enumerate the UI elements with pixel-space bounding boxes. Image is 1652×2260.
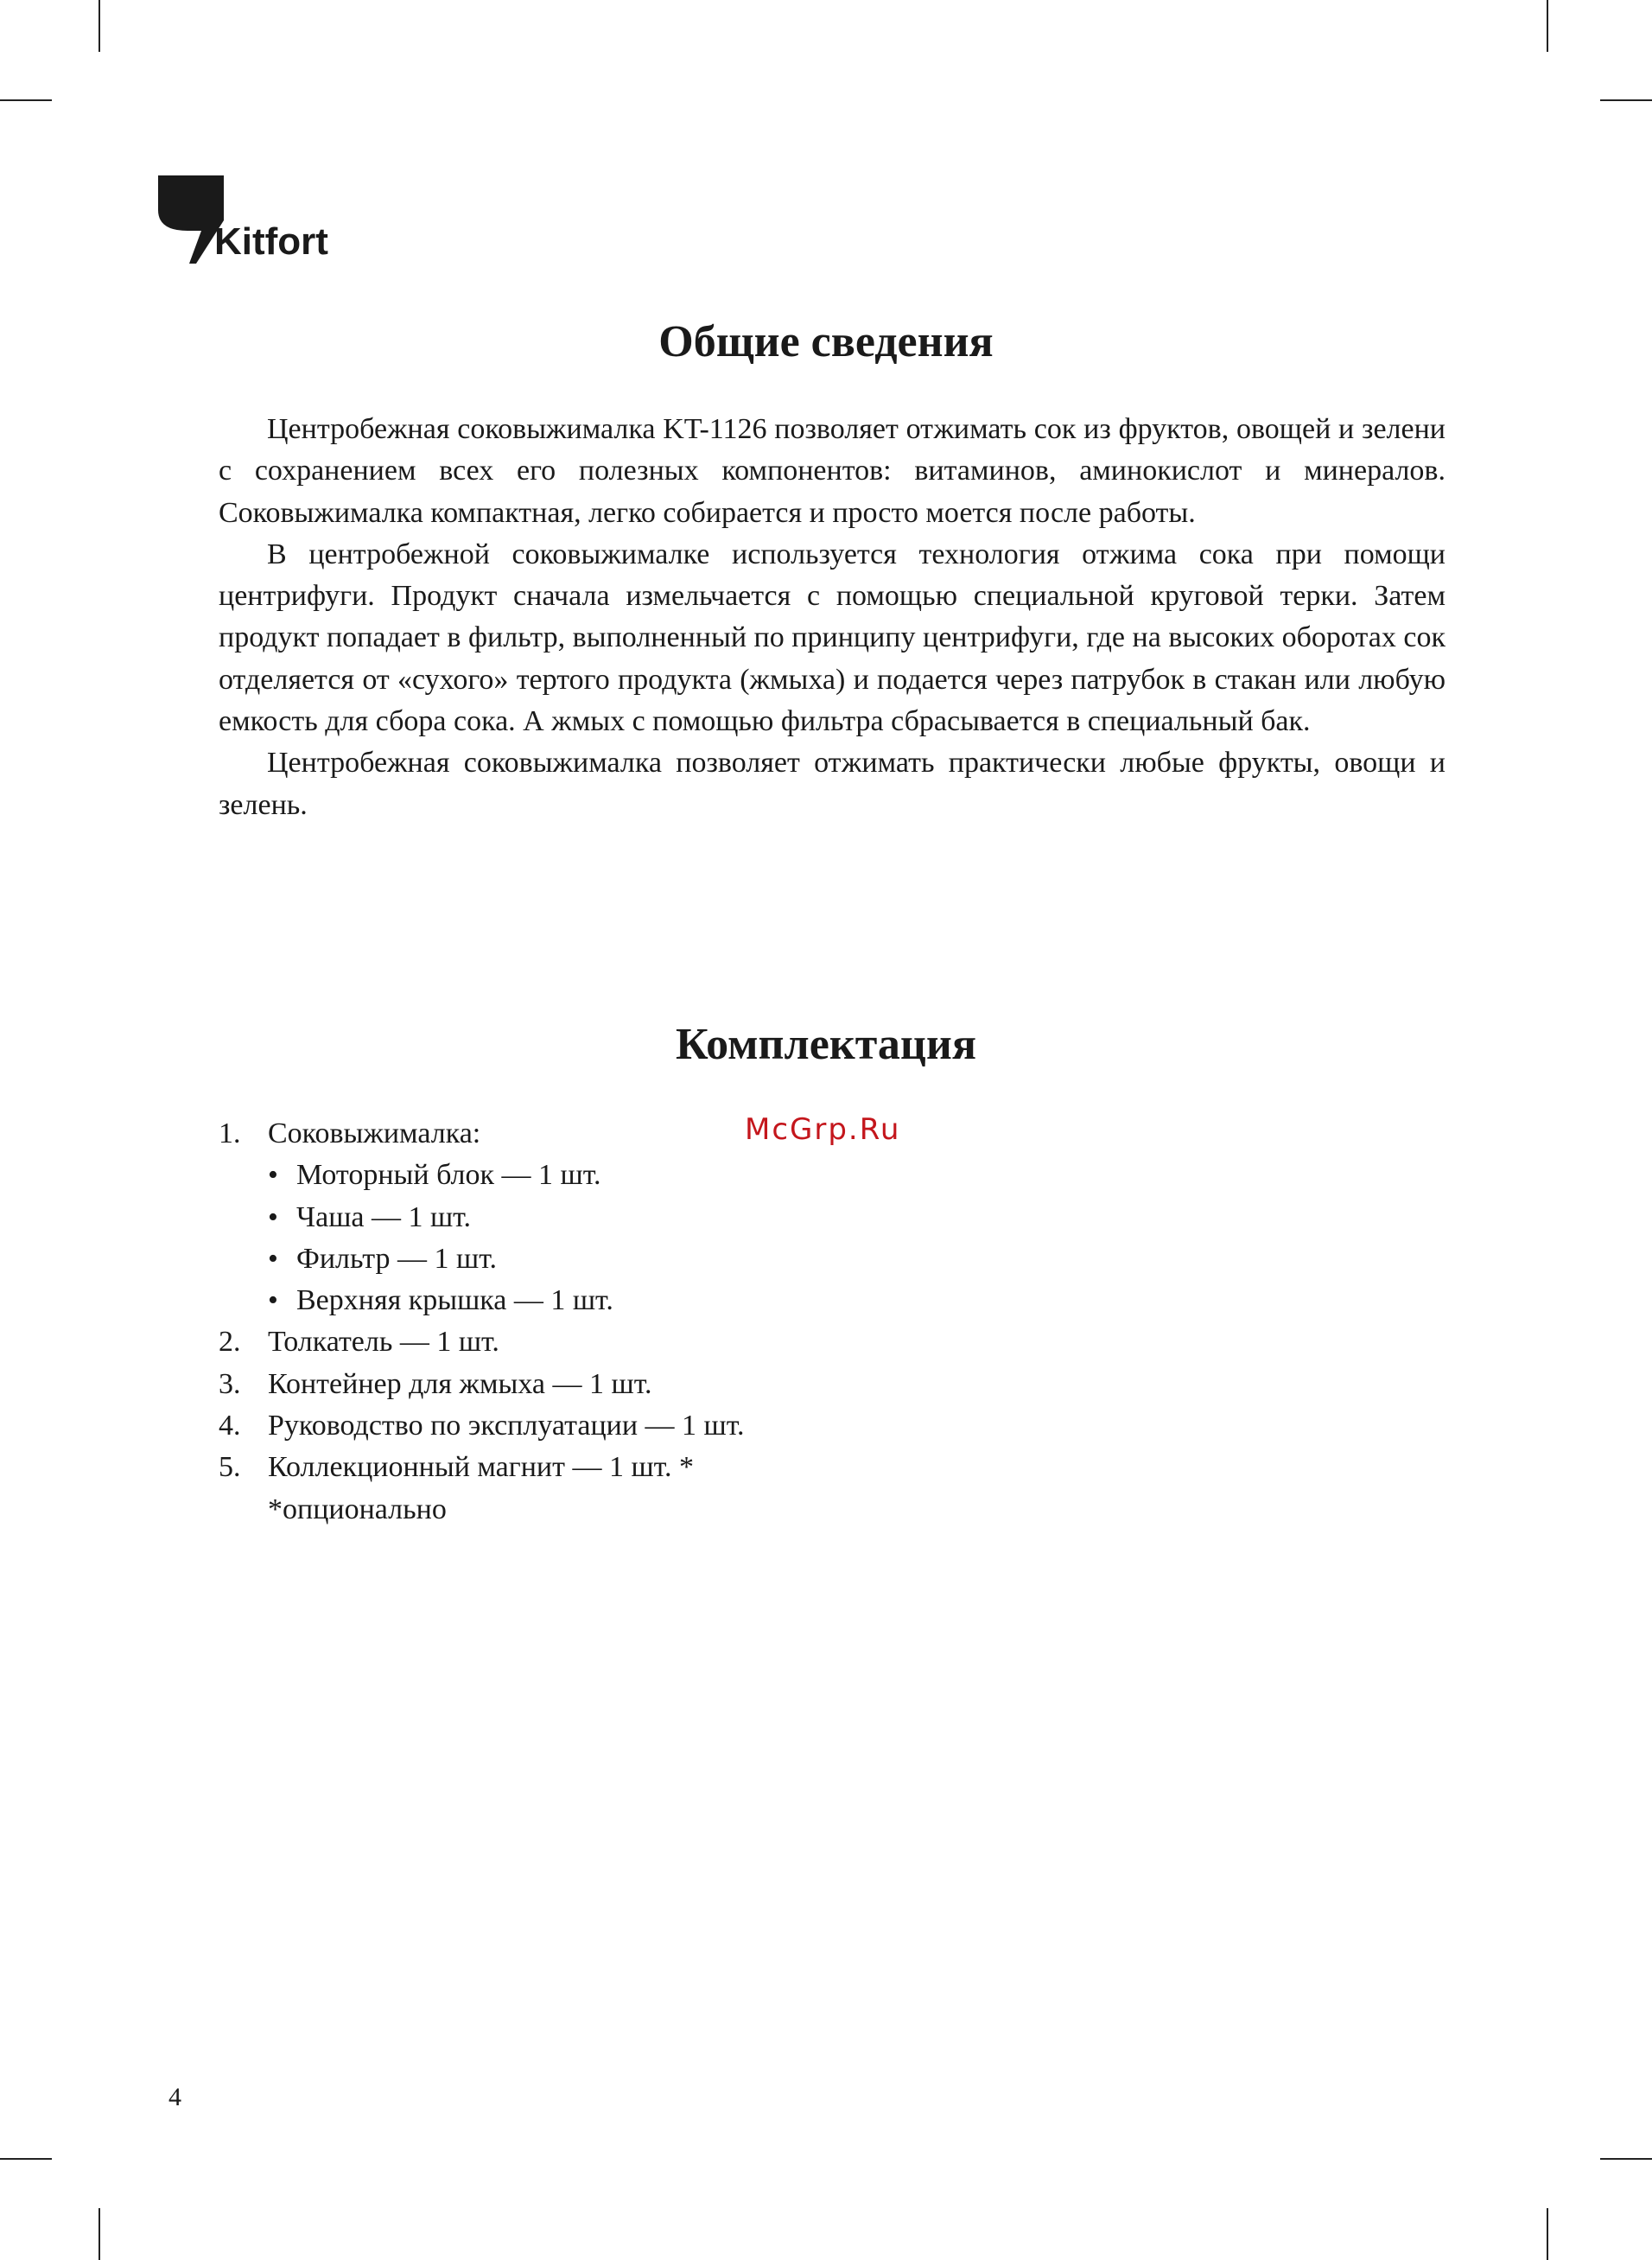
item-number: 5. (219, 1451, 241, 1484)
item-text: Соковыжималка: (268, 1117, 481, 1149)
brand-name: Kitfort (214, 220, 328, 263)
item-number: 3. (219, 1367, 241, 1400)
crop-mark (0, 2158, 52, 2160)
crop-mark (98, 2208, 100, 2260)
list-item (219, 1364, 996, 1405)
item-text: Контейнер для жмыха — 1 шт. (268, 1367, 652, 1400)
paragraph: В центробежной соковыжималке используется технология отжима сока при помощи центрифуги. Продукт сначала измельчается с помощью специальной круговой терки. Затем продукт попадает в фильтр, выполненный по принципу центрифуги, где на высоких оборотах сок отделяется от «сухого» тертого продукта (жмыха) и подается через патрубок в стакан или любую емкость для сбора сока. А жмых с помощью фильтра сбрасывается в специальный бак. (219, 538, 1446, 738)
list-subitem (219, 1238, 996, 1280)
item-text: Руководство по эксплуатации — 1 шт. (268, 1410, 745, 1442)
item-text: Чаша — 1 шт. (296, 1200, 471, 1233)
footnote-row (219, 1489, 996, 1531)
list-item (219, 1447, 996, 1488)
item-number: 1. (219, 1117, 241, 1149)
item-text: Фильтр — 1 шт. (296, 1242, 497, 1275)
bullet: • (268, 1284, 278, 1317)
brand-logo (158, 175, 344, 266)
list-item (219, 1405, 996, 1447)
crop-mark (1600, 99, 1652, 101)
list-subitem (219, 1280, 996, 1321)
watermark: McGrp.Ru (745, 1112, 901, 1147)
crop-mark (1600, 2158, 1652, 2160)
crop-mark (1547, 2208, 1548, 2260)
item-text: Моторный блок — 1 шт. (296, 1159, 601, 1192)
item-text: Верхняя крышка — 1 шт. (296, 1284, 613, 1317)
crop-mark (98, 0, 100, 52)
list-subitem (219, 1197, 996, 1238)
item-text: Толкатель — 1 шт. (268, 1326, 499, 1359)
footnote: *опционально (268, 1493, 447, 1525)
bullet: • (268, 1242, 278, 1275)
page-number: 4 (168, 2083, 181, 2111)
item-text: Коллекционный магнит — 1 шт. * (268, 1451, 694, 1484)
list-subitem (219, 1155, 996, 1196)
item-number: 2. (219, 1326, 241, 1359)
paragraph: Центробежная соковыжималка KT-1126 позволяет отжимать сок из фруктов, овощей и зелени с сохранением всех его полезных компонентов: витаминов, аминокислот и минералов. Соковыжималка компактная, легко собирается и просто моется после работы. (219, 413, 1446, 529)
kit-list (219, 1113, 996, 1531)
section-title-kit: Комплектация (676, 1020, 976, 1069)
list-item (219, 1321, 996, 1363)
crop-mark (1547, 0, 1548, 52)
item-number: 4. (219, 1410, 241, 1442)
paragraph: Центробежная соковыжималка позволяет отжимать практически любые фрукты, овощи и зелень. (219, 747, 1446, 821)
bullet: • (268, 1159, 278, 1192)
crop-mark (0, 99, 52, 101)
list-item (219, 1113, 996, 1155)
bullet: • (268, 1200, 278, 1233)
section-title-general: Общие сведения (658, 317, 994, 366)
general-text (219, 409, 1446, 826)
